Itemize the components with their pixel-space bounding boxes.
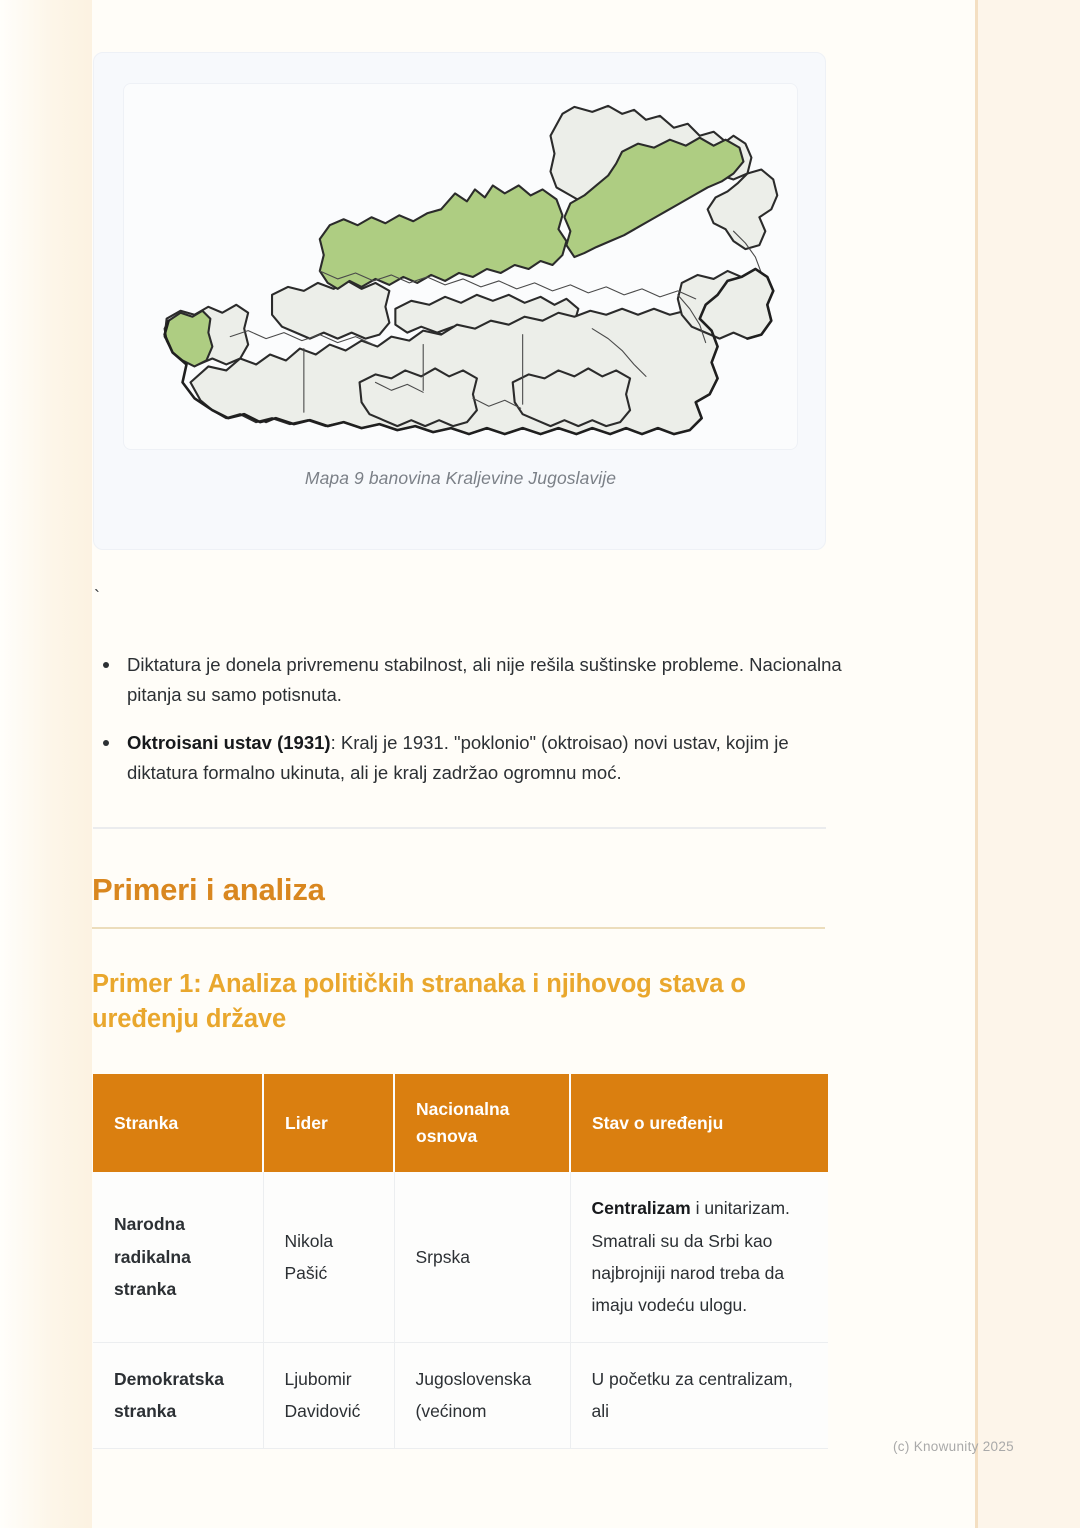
copyright-watermark: (c) Knowunity 2025 xyxy=(893,1439,1014,1454)
map-figure-card xyxy=(93,52,826,550)
cell-stav-rest: i unitarizam. Smatrali su da Srbi kao najbrojniji narod treba da imaju vodeću ulogu. xyxy=(591,1198,790,1316)
figure-caption: Mapa 9 banovina Kraljevine Jugoslavije xyxy=(304,468,617,488)
bullet-lead-term: Oktroisani ustav (1931) xyxy=(127,731,331,753)
yugoslavia-banovine-map-icon xyxy=(124,84,797,449)
cell-lider: Nikola Pašić xyxy=(263,1172,394,1342)
heading-underline xyxy=(92,927,825,929)
column-header-nacionalna-osnova: Nacionalna osnova xyxy=(394,1074,570,1172)
cell-stranka: Demokratska stranka xyxy=(93,1342,263,1448)
column-header-stav: Stav o uređenju xyxy=(570,1074,828,1172)
subsection-heading: Primer 1: Analiza političkih stranaka i njihovog stava o uređenju države xyxy=(92,970,746,1034)
cell-stranka: Narodna radikalna stranka xyxy=(93,1172,263,1342)
cell-osnova: Jugoslovenska (većinom xyxy=(394,1342,570,1448)
cell-stav xyxy=(570,1342,828,1448)
column-header-lider: Lider xyxy=(263,1074,394,1172)
page-left-margin-strip xyxy=(0,0,92,1528)
bullet-text: Diktatura je donela privremenu stabilnost, ali nije rešila suštinske probleme. Nacionalna pitanja su samo potisnuta. xyxy=(127,654,842,705)
cell-lider: Ljubomir Davidović xyxy=(263,1342,394,1448)
page-right-margin-panel xyxy=(978,0,1080,1528)
list-item xyxy=(92,728,852,788)
section-heading-block xyxy=(92,872,832,929)
cell-osnova: Srpska xyxy=(394,1172,570,1342)
table-row xyxy=(93,1172,828,1342)
map-image-frame xyxy=(123,83,798,450)
stray-backtick-text: ` xyxy=(94,587,100,607)
section-divider xyxy=(93,827,826,829)
cell-stav xyxy=(570,1172,828,1342)
table-header-row xyxy=(93,1074,828,1172)
political-parties-table xyxy=(93,1074,828,1449)
list-item xyxy=(92,650,852,710)
cell-stav-bold: Centralizam xyxy=(591,1198,691,1219)
cell-stav-rest: U početku za centralizam, ali xyxy=(591,1368,793,1422)
column-header-stranka: Stranka xyxy=(93,1074,263,1172)
document-content-column xyxy=(92,0,976,1528)
summary-bullet-list xyxy=(92,650,852,806)
bullet-text: : Kralj je 1931. "poklonio" (oktroisao) novi ustav, kojim je diktatura formalno ukinuta, ali je kralj zadržao ogromnu moć. xyxy=(127,731,789,783)
page-title: Primeri i analiza xyxy=(92,872,325,907)
table-row xyxy=(93,1342,828,1448)
